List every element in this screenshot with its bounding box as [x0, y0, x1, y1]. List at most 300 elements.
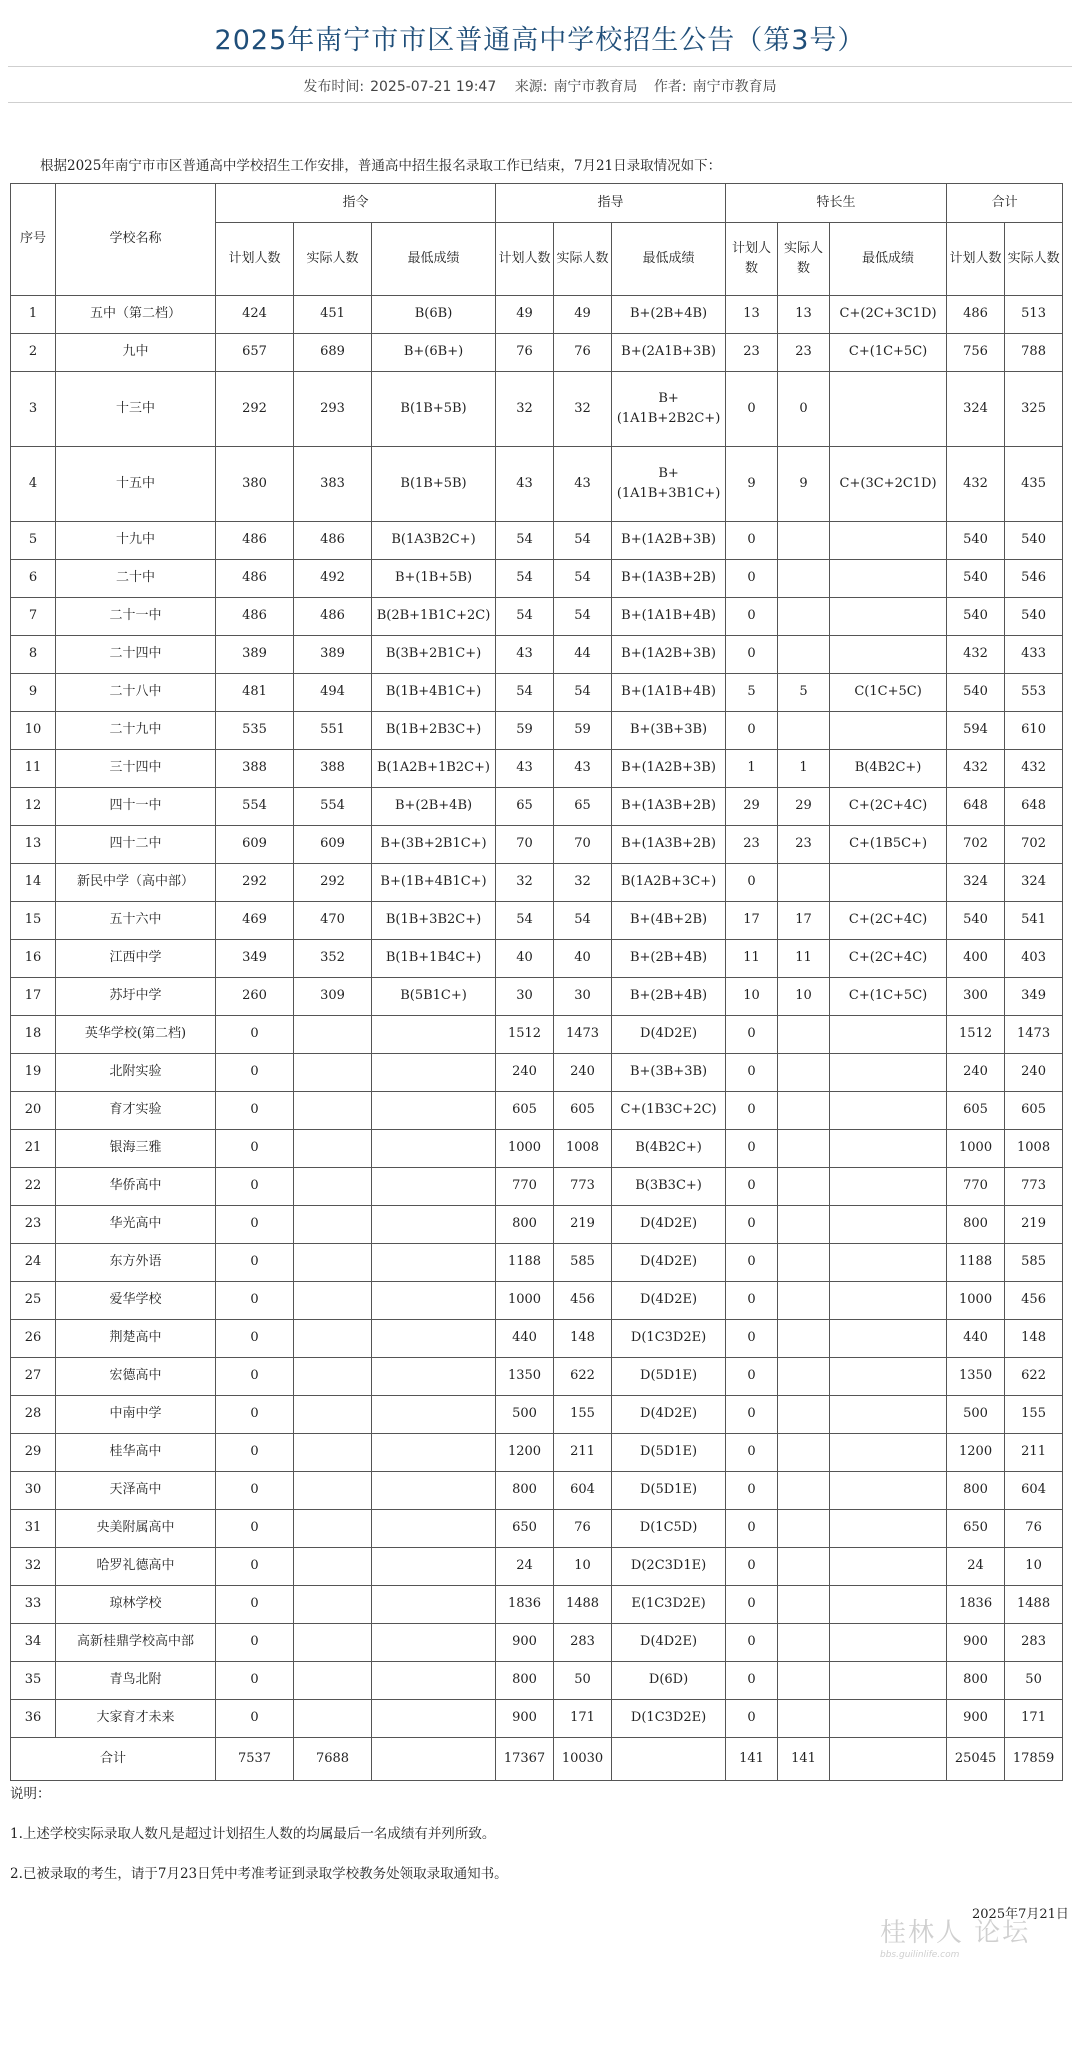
- cell-zd-plan: 40: [496, 940, 554, 978]
- cell-zl-min: B(1B+2B3C+): [372, 712, 496, 750]
- cell-sum-actual: 435: [1005, 447, 1063, 522]
- cell-sum-plan: 540: [947, 522, 1005, 560]
- cell-tc-plan: 0: [726, 1662, 778, 1700]
- cell-zl-actual: [294, 1016, 372, 1054]
- cell-zl-plan: 260: [216, 978, 294, 1016]
- cell-tc-min: C+(2C+4C): [830, 788, 947, 826]
- cell-zl-actual: 494: [294, 674, 372, 712]
- cell-tc-min: [830, 1016, 947, 1054]
- cell-seq: 3: [11, 372, 56, 447]
- cell-zd-actual: 456: [554, 1282, 612, 1320]
- cell-zl-min: B+(2B+4B): [372, 788, 496, 826]
- cell-zd-min: B+(2A1B+3B): [612, 334, 726, 372]
- cell-zd-plan: 43: [496, 447, 554, 522]
- cell-tc-plan: 0: [726, 372, 778, 447]
- header-zd-actual: 实际人数: [554, 223, 612, 296]
- table-row: [11, 826, 1063, 864]
- cell-zl-min: B(1B+5B): [372, 372, 496, 447]
- total-zl-min: [372, 1738, 496, 1781]
- cell-zd-plan: 32: [496, 864, 554, 902]
- cell-seq: 17: [11, 978, 56, 1016]
- cell-sum-plan: 300: [947, 978, 1005, 1016]
- total-row: [11, 1738, 1063, 1781]
- cell-sum-plan: 432: [947, 447, 1005, 522]
- cell-sum-actual: 1473: [1005, 1016, 1063, 1054]
- cell-tc-plan: 23: [726, 334, 778, 372]
- cell-tc-plan: 0: [726, 636, 778, 674]
- cell-seq: 34: [11, 1624, 56, 1662]
- table-row: [11, 372, 1063, 447]
- cell-school: 宏德高中: [56, 1358, 216, 1396]
- cell-sum-plan: 486: [947, 296, 1005, 334]
- total-zd-min: [612, 1738, 726, 1781]
- cell-zl-min: [372, 1016, 496, 1054]
- table-row: [11, 940, 1063, 978]
- table-row: [11, 1396, 1063, 1434]
- table-row: [11, 1244, 1063, 1282]
- cell-zl-min: [372, 1168, 496, 1206]
- cell-zd-plan: 59: [496, 712, 554, 750]
- cell-zd-min: B+(2B+4B): [612, 296, 726, 334]
- cell-school: 央美附属高中: [56, 1510, 216, 1548]
- cell-zl-actual: [294, 1130, 372, 1168]
- header-zl-plan: 计划人数: [216, 223, 294, 296]
- cell-zd-min: B+(1A1B+4B): [612, 598, 726, 636]
- total-label: 合计: [11, 1738, 216, 1781]
- cell-tc-min: C(1C+5C): [830, 674, 947, 712]
- table-row: [11, 1358, 1063, 1396]
- cell-seq: 23: [11, 1206, 56, 1244]
- cell-zl-plan: 0: [216, 1510, 294, 1548]
- total-zd-plan: 17367: [496, 1738, 554, 1781]
- cell-zl-plan: 535: [216, 712, 294, 750]
- cell-zd-actual: 622: [554, 1358, 612, 1396]
- cell-zd-actual: 44: [554, 636, 612, 674]
- admission-table: [10, 183, 1063, 1781]
- page-title: 2025年南宁市市区普通高中学校招生公告（第3号）: [214, 25, 866, 56]
- cell-tc-plan: 0: [726, 712, 778, 750]
- cell-tc-min: C+(1C+5C): [830, 334, 947, 372]
- cell-tc-plan: 0: [726, 1168, 778, 1206]
- cell-zl-plan: 0: [216, 1434, 294, 1472]
- cell-zl-plan: 292: [216, 864, 294, 902]
- cell-zl-plan: 380: [216, 447, 294, 522]
- cell-sum-plan: 1200: [947, 1434, 1005, 1472]
- cell-zd-actual: 54: [554, 902, 612, 940]
- cell-school: 哈罗礼德高中: [56, 1548, 216, 1586]
- cell-tc-actual: [778, 1358, 830, 1396]
- cell-tc-min: [830, 1510, 947, 1548]
- cell-zd-actual: 76: [554, 1510, 612, 1548]
- cell-tc-min: [830, 1548, 947, 1586]
- cell-zl-plan: 0: [216, 1586, 294, 1624]
- cell-sum-actual: 1488: [1005, 1586, 1063, 1624]
- cell-seq: 28: [11, 1396, 56, 1434]
- cell-tc-min: [830, 1358, 947, 1396]
- header-zhidao: 指导: [496, 184, 726, 223]
- cell-zd-min: B+(3B+3B): [612, 1054, 726, 1092]
- cell-zl-actual: [294, 1700, 372, 1738]
- cell-zd-plan: 800: [496, 1472, 554, 1510]
- table-row: [11, 1548, 1063, 1586]
- cell-school: 二十一中: [56, 598, 216, 636]
- cell-zl-plan: 0: [216, 1206, 294, 1244]
- cell-zd-min: D(1C5D): [612, 1510, 726, 1548]
- total-sum-actual: 17859: [1005, 1738, 1063, 1781]
- cell-school: 华侨高中: [56, 1168, 216, 1206]
- cell-tc-min: [830, 1092, 947, 1130]
- cell-zd-plan: 65: [496, 788, 554, 826]
- cell-sum-plan: 540: [947, 902, 1005, 940]
- table-row: [11, 712, 1063, 750]
- intro-paragraph: 根据2025年南宁市市区普通高中学校招生工作安排，普通高中招生报名录取工作已结束，7月21日录取情况如下：: [40, 158, 722, 174]
- cell-zl-actual: 388: [294, 750, 372, 788]
- cell-tc-min: [830, 1396, 947, 1434]
- cell-tc-plan: 0: [726, 1092, 778, 1130]
- cell-zl-actual: 486: [294, 522, 372, 560]
- cell-sum-plan: 1350: [947, 1358, 1005, 1396]
- cell-zd-plan: 49: [496, 296, 554, 334]
- cell-seq: 11: [11, 750, 56, 788]
- cell-zl-min: B(5B1C+): [372, 978, 496, 1016]
- cell-school: 荆楚高中: [56, 1320, 216, 1358]
- cell-tc-actual: [778, 1434, 830, 1472]
- cell-zd-plan: 1200: [496, 1434, 554, 1472]
- cell-tc-plan: 0: [726, 1586, 778, 1624]
- cell-sum-plan: 800: [947, 1472, 1005, 1510]
- cell-zd-actual: 605: [554, 1092, 612, 1130]
- cell-seq: 5: [11, 522, 56, 560]
- cell-zl-plan: 0: [216, 1472, 294, 1510]
- cell-zd-min: D(1C3D2E): [612, 1700, 726, 1738]
- cell-zl-plan: 388: [216, 750, 294, 788]
- table-row: [11, 674, 1063, 712]
- cell-zd-plan: 1512: [496, 1016, 554, 1054]
- cell-zd-min: D(4D2E): [612, 1624, 726, 1662]
- cell-school: 十九中: [56, 522, 216, 560]
- cell-zd-min: D(4D2E): [612, 1244, 726, 1282]
- cell-tc-plan: 0: [726, 1016, 778, 1054]
- cell-tc-plan: 0: [726, 1320, 778, 1358]
- cell-sum-plan: 432: [947, 750, 1005, 788]
- table-row: [11, 1130, 1063, 1168]
- cell-zl-actual: 551: [294, 712, 372, 750]
- publish-time: 2025-07-21 19:47: [370, 79, 497, 95]
- cell-seq: 32: [11, 1548, 56, 1586]
- cell-tc-actual: [778, 1130, 830, 1168]
- table-row: [11, 1510, 1063, 1548]
- cell-tc-plan: 0: [726, 1396, 778, 1434]
- cell-zd-actual: 219: [554, 1206, 612, 1244]
- cell-zl-actual: [294, 1434, 372, 1472]
- cell-sum-plan: 24: [947, 1548, 1005, 1586]
- cell-zd-min: D(5D1E): [612, 1472, 726, 1510]
- cell-zd-actual: 211: [554, 1434, 612, 1472]
- cell-school: 英华学校(第二档): [56, 1016, 216, 1054]
- cell-zd-min: D(4D2E): [612, 1016, 726, 1054]
- cell-zl-actual: [294, 1054, 372, 1092]
- cell-sum-actual: 325: [1005, 372, 1063, 447]
- cell-zl-actual: 609: [294, 826, 372, 864]
- cell-sum-actual: 540: [1005, 598, 1063, 636]
- cell-seq: 8: [11, 636, 56, 674]
- cell-zd-actual: 283: [554, 1624, 612, 1662]
- cell-zd-min: B+(1A1B+4B): [612, 674, 726, 712]
- cell-zd-actual: 76: [554, 334, 612, 372]
- cell-zl-min: B+(1B+4B1C+): [372, 864, 496, 902]
- cell-zd-min: B(3B3C+): [612, 1168, 726, 1206]
- cell-sum-plan: 324: [947, 372, 1005, 447]
- cell-school: 二十四中: [56, 636, 216, 674]
- cell-tc-actual: [778, 1624, 830, 1662]
- cell-sum-plan: 540: [947, 674, 1005, 712]
- cell-seq: 7: [11, 598, 56, 636]
- cell-sum-actual: 148: [1005, 1320, 1063, 1358]
- cell-zd-actual: 54: [554, 598, 612, 636]
- cell-zl-min: B+(6B+): [372, 334, 496, 372]
- cell-zl-min: [372, 1206, 496, 1244]
- cell-sum-plan: 770: [947, 1168, 1005, 1206]
- cell-tc-actual: [778, 1168, 830, 1206]
- cell-zl-min: B+(3B+2B1C+): [372, 826, 496, 864]
- cell-school: 东方外语: [56, 1244, 216, 1282]
- cell-tc-min: C+(2C+4C): [830, 940, 947, 978]
- cell-school: 华光高中: [56, 1206, 216, 1244]
- cell-sum-actual: 546: [1005, 560, 1063, 598]
- table-row: [11, 1472, 1063, 1510]
- header-sum-actual: 实际人数: [1005, 223, 1063, 296]
- cell-sum-plan: 440: [947, 1320, 1005, 1358]
- cell-tc-actual: [778, 1396, 830, 1434]
- cell-seq: 13: [11, 826, 56, 864]
- cell-tc-actual: [778, 864, 830, 902]
- cell-zd-actual: 59: [554, 712, 612, 750]
- cell-zd-min: B+(2B+4B): [612, 978, 726, 1016]
- cell-zd-min: B(4B2C+): [612, 1130, 726, 1168]
- cell-zl-actual: [294, 1662, 372, 1700]
- cell-zl-actual: [294, 1472, 372, 1510]
- cell-school: 苏圩中学: [56, 978, 216, 1016]
- cell-seq: 36: [11, 1700, 56, 1738]
- cell-zl-min: B(1B+4B1C+): [372, 674, 496, 712]
- cell-zd-min: C+(1B3C+2C): [612, 1092, 726, 1130]
- cell-zd-min: D(6D): [612, 1662, 726, 1700]
- cell-zd-plan: 650: [496, 1510, 554, 1548]
- author-label: 作者:: [653, 79, 687, 95]
- table-row: [11, 1092, 1063, 1130]
- table-row: [11, 1624, 1063, 1662]
- cell-tc-plan: 0: [726, 1130, 778, 1168]
- cell-tc-actual: 23: [778, 334, 830, 372]
- meta-divider: [8, 102, 1072, 103]
- total-tc-plan: 141: [726, 1738, 778, 1781]
- cell-zd-actual: 32: [554, 372, 612, 447]
- cell-zd-actual: 155: [554, 1396, 612, 1434]
- cell-seq: 25: [11, 1282, 56, 1320]
- cell-sum-actual: 610: [1005, 712, 1063, 750]
- cell-zl-min: B(3B+2B1C+): [372, 636, 496, 674]
- cell-zd-min: B+(1A2B+3B): [612, 522, 726, 560]
- cell-zd-min: B+(1A3B+2B): [612, 560, 726, 598]
- cell-zl-actual: [294, 1586, 372, 1624]
- cell-tc-plan: 0: [726, 1510, 778, 1548]
- cell-tc-actual: [778, 598, 830, 636]
- cell-zl-plan: 0: [216, 1358, 294, 1396]
- cell-tc-plan: 0: [726, 1054, 778, 1092]
- total-zl-plan: 7537: [216, 1738, 294, 1781]
- cell-sum-actual: 648: [1005, 788, 1063, 826]
- cell-tc-min: [830, 1624, 947, 1662]
- cell-tc-actual: 13: [778, 296, 830, 334]
- cell-zl-min: [372, 1510, 496, 1548]
- cell-zd-min: B+(3B+3B): [612, 712, 726, 750]
- cell-sum-plan: 1188: [947, 1244, 1005, 1282]
- cell-school: 江西中学: [56, 940, 216, 978]
- cell-zd-actual: 604: [554, 1472, 612, 1510]
- cell-tc-min: [830, 712, 947, 750]
- note-item: 1.上述学校实际录取人数凡是超过计划招生人数的均属最后一名成绩有并列所致。: [10, 1826, 496, 1842]
- cell-zd-plan: 240: [496, 1054, 554, 1092]
- cell-zl-actual: [294, 1320, 372, 1358]
- table-row: [11, 902, 1063, 940]
- table-row: [11, 1282, 1063, 1320]
- cell-zl-plan: 657: [216, 334, 294, 372]
- cell-tc-actual: [778, 1092, 830, 1130]
- cell-zl-plan: 0: [216, 1244, 294, 1282]
- cell-zl-min: [372, 1282, 496, 1320]
- cell-zd-actual: 148: [554, 1320, 612, 1358]
- cell-seq: 10: [11, 712, 56, 750]
- cell-school: 中南中学: [56, 1396, 216, 1434]
- cell-zl-plan: 292: [216, 372, 294, 447]
- cell-tc-plan: 0: [726, 1700, 778, 1738]
- cell-tc-plan: 0: [726, 1434, 778, 1472]
- cell-seq: 6: [11, 560, 56, 598]
- table-row: [11, 598, 1063, 636]
- cell-zl-min: B(2B+1B1C+2C): [372, 598, 496, 636]
- cell-school: 三十四中: [56, 750, 216, 788]
- cell-tc-min: [830, 560, 947, 598]
- table-row: [11, 447, 1063, 522]
- cell-tc-actual: [778, 1700, 830, 1738]
- cell-school: 大家育才未来: [56, 1700, 216, 1738]
- cell-school: 四十一中: [56, 788, 216, 826]
- cell-zl-min: B(1B+5B): [372, 447, 496, 522]
- cell-zl-plan: 0: [216, 1130, 294, 1168]
- cell-zd-actual: 585: [554, 1244, 612, 1282]
- cell-school: 桂华高中: [56, 1434, 216, 1472]
- notes-heading: 说明：: [10, 1786, 51, 1802]
- table-row: [11, 1586, 1063, 1624]
- cell-zd-min: D(5D1E): [612, 1434, 726, 1472]
- cell-zl-actual: 689: [294, 334, 372, 372]
- cell-zl-actual: 293: [294, 372, 372, 447]
- cell-tc-min: [830, 1054, 947, 1092]
- cell-zd-min: B+(4B+2B): [612, 902, 726, 940]
- watermark-logo: 桂林人 论坛: [880, 1918, 1031, 1948]
- cell-sum-plan: 240: [947, 1054, 1005, 1092]
- cell-school: 二十九中: [56, 712, 216, 750]
- cell-zl-plan: 389: [216, 636, 294, 674]
- cell-zl-plan: 0: [216, 1054, 294, 1092]
- cell-sum-actual: 585: [1005, 1244, 1063, 1282]
- cell-zl-plan: 486: [216, 522, 294, 560]
- cell-zl-min: [372, 1130, 496, 1168]
- cell-seq: 20: [11, 1092, 56, 1130]
- header-seq: 序号: [11, 184, 56, 296]
- table-row: [11, 864, 1063, 902]
- table-row: [11, 560, 1063, 598]
- total-zl-actual: 7688: [294, 1738, 372, 1781]
- cell-zl-min: [372, 1358, 496, 1396]
- cell-tc-actual: [778, 1548, 830, 1586]
- cell-zl-min: [372, 1244, 496, 1282]
- header-tc-actual: 实际人数: [778, 223, 830, 296]
- cell-tc-plan: 0: [726, 864, 778, 902]
- cell-zd-plan: 54: [496, 674, 554, 712]
- cell-zd-plan: 24: [496, 1548, 554, 1586]
- cell-tc-actual: [778, 712, 830, 750]
- cell-zd-plan: 54: [496, 598, 554, 636]
- cell-sum-actual: 76: [1005, 1510, 1063, 1548]
- cell-sum-plan: 800: [947, 1662, 1005, 1700]
- cell-zl-plan: 0: [216, 1092, 294, 1130]
- notes-section: [10, 1782, 508, 1902]
- cell-zd-plan: 770: [496, 1168, 554, 1206]
- cell-zd-actual: 54: [554, 560, 612, 598]
- cell-seq: 26: [11, 1320, 56, 1358]
- cell-school: 十五中: [56, 447, 216, 522]
- cell-zl-plan: 0: [216, 1700, 294, 1738]
- cell-zd-min: D(1C3D2E): [612, 1320, 726, 1358]
- cell-tc-min: C+(2C+4C): [830, 902, 947, 940]
- cell-zd-actual: 54: [554, 674, 612, 712]
- cell-tc-min: C+(3C+2C1D): [830, 447, 947, 522]
- cell-sum-actual: 553: [1005, 674, 1063, 712]
- cell-tc-actual: 17: [778, 902, 830, 940]
- cell-tc-actual: 9: [778, 447, 830, 522]
- cell-seq: 33: [11, 1586, 56, 1624]
- cell-tc-min: [830, 1168, 947, 1206]
- cell-zd-actual: 1488: [554, 1586, 612, 1624]
- cell-sum-plan: 900: [947, 1700, 1005, 1738]
- cell-tc-min: B(4B2C+): [830, 750, 947, 788]
- table-row: [11, 978, 1063, 1016]
- cell-zd-plan: 440: [496, 1320, 554, 1358]
- source: 南宁市教育局: [553, 79, 638, 95]
- cell-zl-actual: 554: [294, 788, 372, 826]
- cell-zl-min: [372, 1320, 496, 1358]
- cell-tc-plan: 0: [726, 522, 778, 560]
- cell-zd-plan: 32: [496, 372, 554, 447]
- cell-sum-actual: 540: [1005, 522, 1063, 560]
- cell-zl-min: [372, 1700, 496, 1738]
- cell-zd-actual: 171: [554, 1700, 612, 1738]
- cell-tc-plan: 5: [726, 674, 778, 712]
- cell-zd-min: B(1A2B+3C+): [612, 864, 726, 902]
- cell-sum-actual: 433: [1005, 636, 1063, 674]
- cell-seq: 31: [11, 1510, 56, 1548]
- table-row: [11, 1320, 1063, 1358]
- cell-zl-actual: [294, 1510, 372, 1548]
- cell-school: 十三中: [56, 372, 216, 447]
- cell-zd-min: B+(1A3B+2B): [612, 788, 726, 826]
- table-row: [11, 334, 1063, 372]
- cell-zl-actual: 352: [294, 940, 372, 978]
- cell-tc-min: [830, 1282, 947, 1320]
- cell-zl-min: [372, 1092, 496, 1130]
- cell-tc-min: [830, 1700, 947, 1738]
